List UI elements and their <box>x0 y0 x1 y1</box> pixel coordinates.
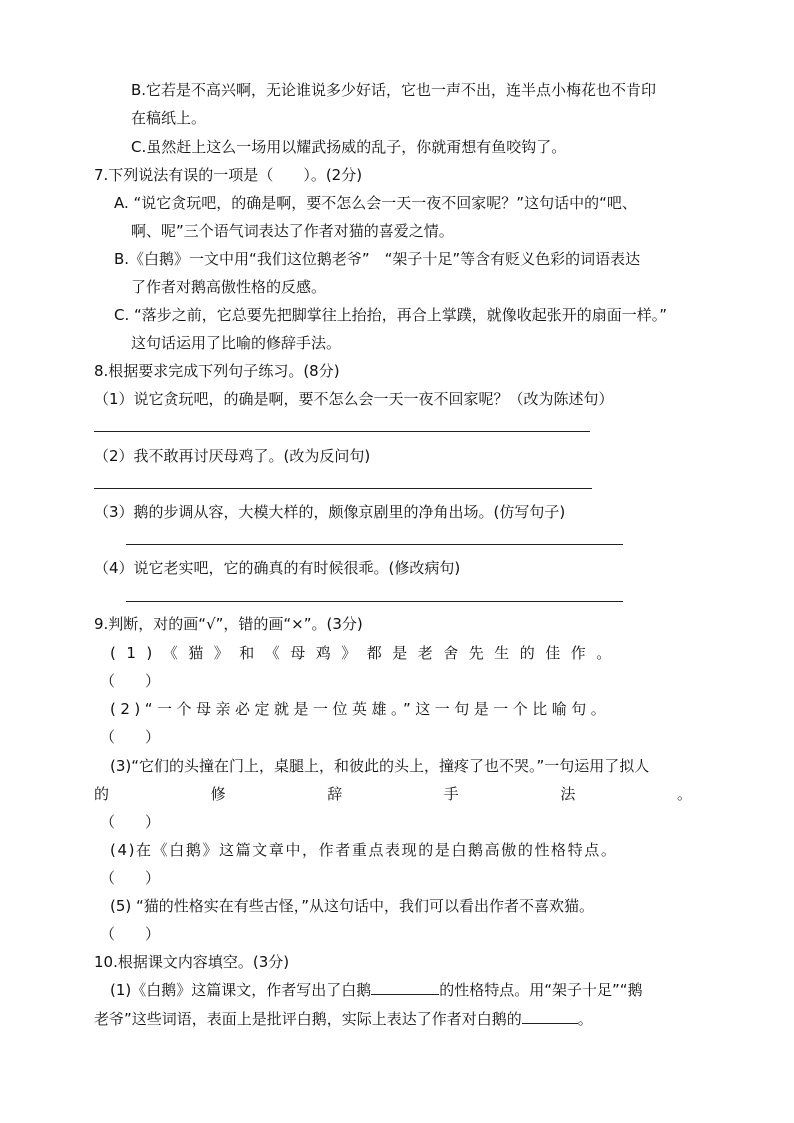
q7-option-b-line2: 了作者对鹅高傲性格的反感。 <box>131 278 327 296</box>
q10-text: 。 <box>577 1010 593 1028</box>
q9-answer-paren-1[interactable]: （ ） <box>100 672 161 690</box>
q7-option-a-line2: 啊、呢”三个语气词表达了作者对猫的喜爱之情。 <box>131 222 454 240</box>
q6-option-c: C.虽然赶上这么一场用以耀武扬威的乱子，你就甭想有鱼咬钩了。 <box>131 138 567 156</box>
q9-answer-paren-3[interactable]: （ ） <box>100 813 161 831</box>
q9-s3-char: 的 <box>94 785 110 803</box>
q9-s3-char: 。 <box>676 785 692 803</box>
q8-answer-line-1[interactable] <box>94 431 590 432</box>
q8-answer-line-3[interactable] <box>126 544 623 545</box>
q9-answer-paren-2[interactable]: （ ） <box>100 728 161 746</box>
q9-s3-char: 手 <box>443 785 459 803</box>
q8-item-4: （4）说它老实吧，它的确真的有时候很乖。(修改病句) <box>94 559 461 577</box>
q9-s3-char: 修 <box>210 785 226 803</box>
q9-statement-1: (1)《猫》和《母鸡》都是老舍先生的佳作。 <box>110 644 622 662</box>
q8-answer-line-2[interactable] <box>94 488 592 489</box>
q9-answer-paren-5[interactable]: （ ） <box>100 925 161 943</box>
question-7-title: 7.下列说法有误的一项是（ ）。(2分) <box>94 166 363 184</box>
q9-answer-paren-4[interactable]: （ ） <box>100 869 161 887</box>
q7-option-a-line1: A. “说它贪玩吧，的确是啊，要不怎么会一天一夜不回家呢？”这句话中的“吧、 <box>114 194 637 212</box>
q9-statement-2: (2)“一个母亲必定就是一位英雄。”这一句是一个比喻句。 <box>110 700 611 718</box>
q9-s3-char: 法 <box>560 785 576 803</box>
q10-blank-2[interactable] <box>522 1009 578 1024</box>
q10-text: (1)《白鹅》这篇课文，作者写出了白鹅 <box>110 981 372 999</box>
q9-statement-3-line1: (3)“它们的头撞在门上，桌腿上，和彼此的头上，撞疼了也不哭。”一句运用了拟人 <box>110 757 650 775</box>
q8-item-2: （2）我不敢再讨厌母鸡了。(改为反问句) <box>94 447 371 465</box>
q9-s3-char: 辞 <box>327 785 343 803</box>
q10-blank-1[interactable] <box>371 980 439 995</box>
q9-statement-3-line2 <box>94 784 692 804</box>
q10-text: 老爷”这些词语，表面上是批评白鹅，实际上表达了作者对白鹅的 <box>94 1010 522 1028</box>
q9-statement-5: (5) “猫的性格实在有些古怪，”从这句话中，我们可以看出作者不喜欢猫。 <box>110 897 595 915</box>
q10-text: 的性格特点。用“架子十足”“鹅 <box>439 981 643 999</box>
question-8-title: 8.根据要求完成下列句子练习。(8分) <box>94 362 340 380</box>
q9-statement-4: (4)在《白鹅》这篇文章中，作者重点表现的是白鹅高傲的性格特点。 <box>110 841 618 859</box>
q7-option-c-line2: 这句话运用了比喻的修辞手法。 <box>131 334 342 352</box>
question-9-title: 9.判断，对的画“√”，错的画“×”。(3分) <box>94 615 363 633</box>
q8-item-3: （3）鹅的步调从容，大模大样的，颇像京剧里的净角出场。(仿写句子) <box>94 503 566 521</box>
q10-item-1-line1 <box>110 980 643 1000</box>
q8-answer-line-4[interactable] <box>126 601 623 602</box>
q6-option-b-line1: B.它若是不高兴啊，无论谁说多少好话，它也一声不出，连半点小梅花也不肯印 <box>131 81 657 99</box>
q7-option-b-line1: B.《白鹅》一文中用“我们这位鹅老爷” “架子十足”等含有贬义色彩的词语表达 <box>114 250 641 268</box>
question-10-title: 10.根据课文内容填空。(3分) <box>94 953 290 971</box>
q6-option-b-line2: 在稿纸上。 <box>131 109 207 127</box>
q7-option-c-line1: C. “落步之前，它总要先把脚掌往上抬抬，再合上掌蹼，就像收起张开的扇面一样。” <box>114 306 668 324</box>
q8-item-1: （1）说它贪玩吧，的确是啊，要不怎么会一天一夜不回家呢？（改为陈述句） <box>94 390 614 408</box>
q10-item-1-line2 <box>94 1009 593 1029</box>
